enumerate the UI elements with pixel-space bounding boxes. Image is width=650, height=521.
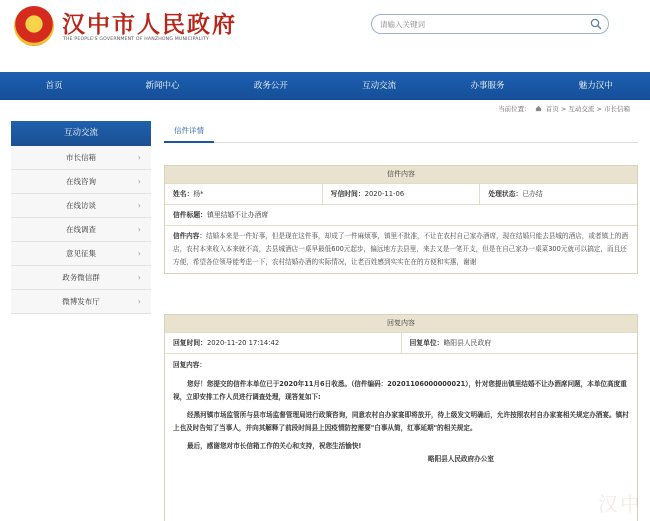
search-icon[interactable] xyxy=(590,18,602,30)
reply-time: 回复时间：2020-11-20 17:14:42 xyxy=(173,339,280,347)
search-input[interactable] xyxy=(380,18,580,31)
sidebar-item-online-consult[interactable]: 在线咨询 › xyxy=(11,170,151,194)
home-icon xyxy=(535,105,542,112)
site-title[interactable]: 汉中市人民政府 xyxy=(62,11,237,38)
chevron-right-icon: › xyxy=(137,153,141,162)
letter-name: 姓名：杨* xyxy=(173,190,204,198)
nav-item-news[interactable]: 新闻中心 xyxy=(145,81,180,91)
chevron-right-icon: › xyxy=(137,249,141,258)
nav-item-interaction[interactable]: 互动交流 xyxy=(362,81,397,91)
site-subtitle: THE PEOPLE'S GOVERNMENT OF HANZHONG MUNICIPALITY xyxy=(63,37,209,42)
reply-unit: 回复单位：略阳县人民政府 xyxy=(401,333,638,353)
reply-panel xyxy=(164,314,638,521)
sidebar-title: 互动交流 xyxy=(11,121,151,146)
letter-content: 信件内容：结婚本来是一件好事，但是现在这件事，却成了一件麻烦事，镇里不批准，不让在农村自己家办酒席，现在结婚只能去县城的酒店，或者镇上的酒店，农村本来收入本来就不高，去县城酒店一桌早最低600元起步，偏远地方去县里，来去又是一笔开支，但是在自己家办一桌菜300元就可以搞定，而且还方便，希望各位领导能考虑一下，农村结婚办酒的实际情况，让老百姓感到实实在在的方便和实惠，谢谢 xyxy=(165,225,637,273)
watermark: 汉中 xyxy=(598,492,642,516)
national-emblem-icon: ★ xyxy=(14,6,54,46)
reply-panel-title: 回复内容 xyxy=(165,315,637,332)
chevron-right-icon: › xyxy=(137,297,141,306)
tab-letter-detail[interactable]: 信件详情 xyxy=(164,121,214,143)
nav-item-gov-info[interactable]: 政务公开 xyxy=(253,81,288,91)
nav-item-home[interactable]: 首页 xyxy=(45,81,63,91)
chevron-right-icon: › xyxy=(137,177,141,186)
main-nav xyxy=(0,72,650,100)
letter-panel xyxy=(164,165,638,274)
chevron-right-icon: › xyxy=(137,201,141,210)
sidebar-item-wechat-groups[interactable]: 政务微信群 › xyxy=(11,266,151,290)
sidebar-item-online-interview[interactable]: 在线访谈 › xyxy=(11,194,151,218)
breadcrumb: 当前位置： 首页 > 互动交流 > 市长信箱 xyxy=(498,105,630,113)
search-box xyxy=(371,14,609,34)
site-header xyxy=(0,0,650,72)
breadcrumb-prefix: 当前位置： xyxy=(498,105,531,113)
sidebar xyxy=(11,121,151,314)
reply-content xyxy=(165,353,637,471)
sidebar-item-mayor-mailbox[interactable]: 市长信箱 › xyxy=(11,146,151,170)
sidebar-item-online-survey[interactable]: 在线调查 › xyxy=(11,218,151,242)
tab-bar xyxy=(164,121,638,143)
letter-status: 处理状态：已办结 xyxy=(479,184,637,204)
chevron-right-icon: › xyxy=(137,225,141,234)
chevron-right-icon: › xyxy=(137,273,141,282)
reply-content-label: 回复内容： xyxy=(173,361,206,369)
letter-subject: 信件标题：镇里结婚不让办酒席 xyxy=(165,204,637,225)
reply-meta-row xyxy=(165,332,637,353)
main-content xyxy=(164,121,638,143)
reply-paragraph-2: 经黑河镇市场监管所与县市场监督管理局进行政策咨询，同意农村自办家宴即将放开，待上级发文明确后，允许按照农村自办家宴相关规定办酒宴。镇村上也及时告知了当事人，并向其解释了前段时间县上因疫情防控需要"白事从简，红事延期"的相关规定。 xyxy=(173,411,629,432)
reply-paragraph-3: 最后，感谢您对市长信箱工作的关心和支持，祝您生活愉快! xyxy=(187,442,362,450)
breadcrumb-item-mailbox[interactable]: 市长信箱 xyxy=(604,105,630,113)
reply-signature: 略阳县人民政府办公室 xyxy=(428,455,494,463)
breadcrumb-item-interaction[interactable]: 互动交流 xyxy=(568,105,595,113)
nav-item-charm-hanzhong[interactable]: 魅力汉中 xyxy=(578,81,613,91)
letter-meta-row xyxy=(165,183,637,204)
sidebar-item-weibo-hall[interactable]: 微博发布厅 › xyxy=(11,290,151,314)
reply-paragraph-1: 您好！您提交的信件本单位已于2020年11月6日收悉。（信件编码：20201106000000021），针对您提出镇里结婚不让办酒席问题，本单位高度重视，立即安排工作人员进行调查处理，现答复如下: xyxy=(173,380,627,401)
nav-item-services[interactable]: 办事服务 xyxy=(470,81,505,91)
breadcrumb-item-home[interactable]: 首页 xyxy=(545,105,559,113)
sidebar-item-opinion-collection[interactable]: 意见征集 › xyxy=(11,242,151,266)
letter-date: 写信时间：2020-11-06 xyxy=(322,184,480,204)
letter-panel-title: 信件内容 xyxy=(165,166,637,183)
